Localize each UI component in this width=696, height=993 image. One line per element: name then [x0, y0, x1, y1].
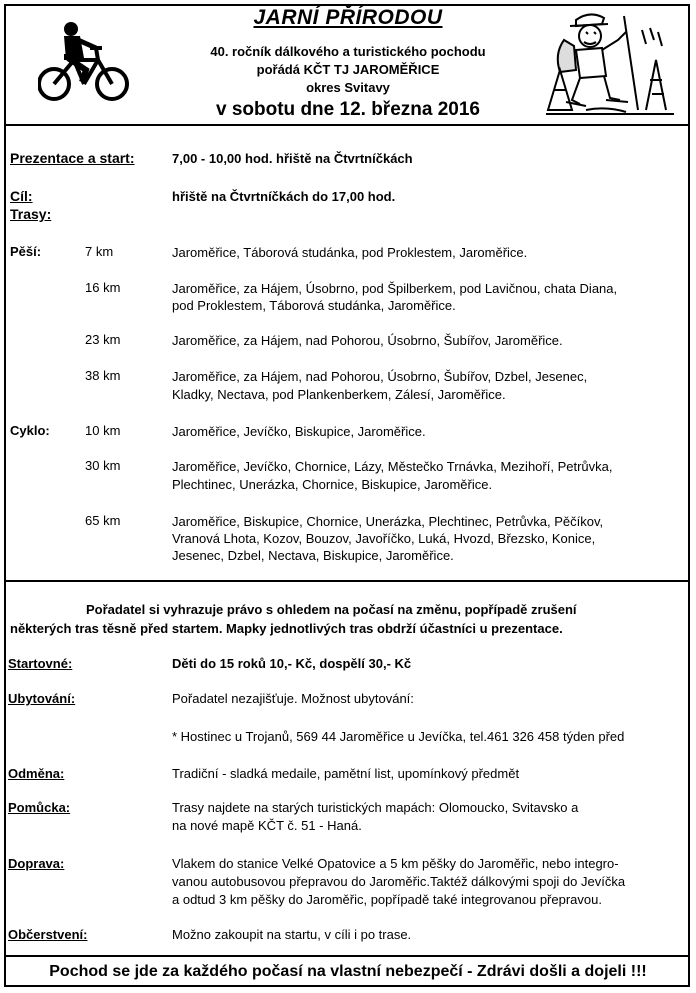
route-line: Jaroměřice, za Hájem, nad Pohorou, Úsobrno, Šubířov, Jaroměřice. [172, 333, 563, 348]
odmena-value: Tradiční - sladká medaile, pamětní list, upomínkový předmět [172, 766, 520, 781]
page-title: JARNÍ PŘÍRODOU [253, 6, 443, 29]
route-line: Kladky, Nectava, pod Plankenberkem, Zálesí, Jaroměřice. [172, 387, 506, 402]
route-line: Jaroměřice, za Hájem, Úsobrno, pod Špilberkem, pod Lavičnou, chata Diana, [172, 281, 618, 296]
route-line: Jaroměřice, za Hájem, nad Pohorou, Úsobrno, Šubířov, Dzbel, Jesenec, [172, 369, 588, 384]
cyklo-label: Cyklo: [10, 423, 50, 438]
route-km: 30 km [85, 458, 121, 473]
header-line-ročník: 40. ročník dálkového a turistického pochodu [210, 44, 486, 59]
route-km: 10 km [85, 423, 121, 438]
route-line: Jaroměřice, Biskupice, Chornice, Unerázka, Plechtinec, Petrůvka, Pěčíkov, [172, 514, 604, 529]
doprava-line: Vlakem do stanice Velké Opatovice a 5 km pěšky do Jaroměřic, nebo integro- [172, 856, 619, 871]
route-line: Jesenec, Dzbel, Nectava, Biskupice, Jaroměřice. [172, 548, 454, 563]
startovne-label: Startovné: [8, 656, 73, 671]
notice-line: Pořadatel si vyhrazuje právo s ohledem na počasí na změnu, popřípadě zrušení [86, 602, 577, 617]
doprava-line: vanou autobusovou přepravou do Jaroměřic.Taktéž dálkovými spoji do Jevíčka [172, 874, 626, 889]
route-line: Jaroměřice, Jevíčko, Biskupice, Jaroměřice. [172, 424, 426, 439]
notice-line: některých tras těsně před startem. Mapky jednotlivých tras obdrží účastníci u prezentace. [10, 621, 563, 636]
header-line-organizer: pořádá KČT TJ JAROMĚŘICE [256, 62, 440, 77]
trasy-label: Trasy: [10, 206, 52, 222]
obcerstveni-label: Občerstvení: [8, 927, 88, 942]
route-km: 7 km [85, 244, 114, 259]
route-km: 38 km [85, 368, 121, 383]
header-divider [4, 124, 690, 126]
doprava-line: a odtud 3 km pěšky do Jaroměřic, popřípadě také integrovanou přepravou. [172, 892, 602, 907]
route-line: Vranová Lhota, Kozov, Bouzov, Javoříčko, Luká, Hvozd, Březsko, Konice, [172, 531, 596, 546]
pomucka-line: Trasy najdete na starých turistických mapách: Olomoucko, Svitavsko a [172, 800, 579, 815]
routes-divider [4, 580, 690, 582]
startovne-value: Děti do 15 roků 10,- Kč, dospělí 30,- Kč [172, 656, 412, 671]
route-line: Plechtinec, Unerázka, Chornice, Biskupice, Jaroměřice. [172, 477, 493, 492]
prezentace-label: Prezentace a start: [10, 150, 135, 166]
doprava-label: Doprava: [8, 856, 65, 871]
footer-slogan: Pochod se jde za každého počasí na vlastní nebezpečí - Zdrávi došli a dojeli !!! [49, 963, 647, 980]
route-line: Jaroměřice, Táborová studánka, pod Proklestem, Jaroměřice. [172, 245, 528, 260]
header-line-district: okres Svitavy [306, 80, 390, 95]
cil-value: hřiště na Čtvrtníčkách do 17,00 hod. [172, 189, 396, 204]
pomucka-line: na nové mapě KČT č. 51 - Haná. [172, 818, 362, 833]
ubytovani-hostinec: * Hostinec u Trojanů, 569 44 Jaroměřice u Jevíčka, tel.461 326 458 týden před [172, 729, 625, 744]
ubytovani-value: Pořadatel nezajišťuje. Možnost ubytování: [172, 691, 414, 706]
obcerstveni-value: Možno zakoupit na startu, v cíli i po trase. [172, 927, 412, 942]
pomucka-label: Pomůcka: [8, 800, 71, 815]
route-km: 16 km [85, 280, 121, 295]
prezentace-value: 7,00 - 10,00 hod. hřiště na Čtvrtníčkách [172, 151, 413, 166]
route-line: pod Proklestem, Táborová studánka, Jaroměřice. [172, 298, 456, 313]
cil-label: Cíl: [10, 188, 33, 204]
route-line: Jaroměřice, Jevíčko, Chornice, Lázy, Městečko Trnávka, Mezihoří, Petrůvka, [172, 459, 613, 474]
event-date: v sobotu dne 12. března 2016 [216, 99, 480, 120]
route-km: 23 km [85, 332, 121, 347]
pesi-label: Pěší: [10, 244, 42, 259]
route-km: 65 km [85, 513, 121, 528]
odmena-label: Odměna: [8, 766, 65, 781]
footer-divider [4, 955, 690, 957]
ubytovani-label: Ubytování: [8, 691, 76, 706]
